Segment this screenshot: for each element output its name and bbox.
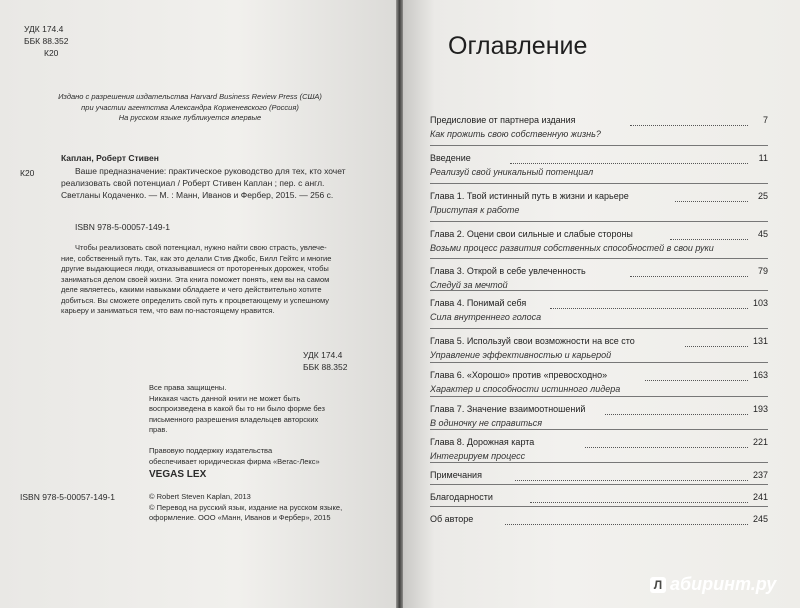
toc-leader-dots (585, 447, 748, 448)
copyright-block (149, 492, 342, 524)
toc-entry-label: Глава 2. Оцени свои сильные и слабые стороны (430, 229, 633, 239)
toc-leader-dots (645, 380, 748, 381)
toc-leader-dots (515, 480, 748, 481)
toc-entry-label: Предисловие от партнера издания (430, 115, 576, 125)
isbn-bottom: ISBN 978-5-00057-149-1 (20, 492, 115, 502)
legal-line: Правовую поддержку издательства (149, 446, 273, 455)
toc-entry-subtitle: Характер и способности истинного лидера (430, 384, 621, 394)
toc-leader-dots (510, 163, 748, 164)
vegas-lex-logo: VEGAS LEX (149, 469, 207, 480)
toc-separator (430, 506, 768, 507)
notice-line: На русском языке публикуется впервые (118, 113, 262, 122)
toc-entry-label: Глава 5. Используй свои возможности на все сто (430, 336, 635, 346)
toc-leader-dots (630, 276, 748, 277)
toc-entry-label: Глава 4. Понимай себя (430, 298, 527, 308)
toc-entry (430, 153, 768, 167)
copyright-line: оформление. ООО «Манн, Иванов и Фербер», 2015 (149, 513, 331, 522)
book-gutter (396, 0, 403, 608)
watermark-logo (650, 574, 776, 595)
toc-entry-subtitle: Как прожить свою собственную жизнь? (430, 129, 601, 139)
toc-entry-subtitle: Следуй за мечтой (430, 280, 508, 290)
toc-entry (430, 191, 768, 205)
toc-page-number: 45 (757, 229, 768, 239)
toc-page-number: 193 (752, 404, 768, 414)
rights-line: Никакая часть данной книги не может быть (149, 393, 301, 403)
isbn-middle: ISBN 978-5-00057-149-1 (75, 222, 170, 232)
toc-separator (430, 429, 768, 430)
rights-line: прав. (149, 425, 168, 434)
left-page (0, 0, 396, 608)
legal-line: обеспечивает юридическая фирма «Вегас-Лекс» (149, 456, 320, 466)
annotation-line: ние, собственный путь. Так, как это делали Стив Джобс, Билл Гейтс и многие (61, 253, 332, 263)
toc-entry-subtitle: Управление эффективностью и карьерой (430, 350, 612, 360)
rights-line: воспроизведена в какой бы то ни было форме без (149, 404, 325, 413)
biblio-line: реализовать свой потенциал / Роберт Стивен Каплан ; пер. с англ. (61, 178, 325, 188)
annotation-line: деле являетесь, какими навыками обладаете и чего действительно хотите (61, 285, 322, 294)
toc-entry-subtitle: Сила внутреннего голоса (430, 312, 542, 322)
toc-leader-dots (670, 239, 748, 240)
toc-separator (430, 290, 768, 291)
toc-entry (430, 298, 768, 312)
bibliographic-record (61, 165, 346, 201)
toc-page-number: 245 (752, 514, 768, 524)
toc-entry-label: Глава 8. Дорожная карта (430, 437, 535, 447)
toc-entry-subtitle: Интегрируем процесс (430, 451, 526, 461)
toc-page-number: 79 (757, 266, 768, 276)
toc-leader-dots (605, 414, 748, 415)
toc-leader-dots (550, 308, 748, 309)
toc-page-number: 7 (762, 115, 768, 125)
toc-entry (430, 492, 768, 506)
rights-line: Все права защищены. (149, 383, 227, 392)
toc-page-number: 241 (752, 492, 768, 502)
toc-page-number: 237 (752, 470, 768, 480)
copyright-line: © Перевод на русский язык, издание на русском языке, (149, 502, 343, 512)
toc-entry-subtitle: Возьми процесс развития собственных способностей в свои руки (430, 243, 714, 253)
copyright-line: © Robert Steven Kaplan, 2013 (149, 492, 251, 501)
toc-entry-subtitle: В одиночку не справиться (430, 418, 543, 428)
toc-page-number: 25 (757, 191, 768, 201)
toc-entry (430, 404, 768, 418)
toc-page-number: 221 (752, 437, 768, 447)
rights-notice (149, 383, 325, 436)
toc-entry (430, 266, 768, 280)
bbk-bottom: ББК 88.352 (303, 362, 348, 372)
toc-leader-dots (505, 524, 748, 525)
toc-title: Оглавление (448, 32, 588, 60)
toc-entry-label: Благодарности (430, 492, 493, 502)
notice-line: Издано с разрешения издательства Harvard Business Review Press (США) (58, 92, 322, 101)
toc-entry (430, 336, 768, 350)
toc-leader-dots (630, 125, 748, 126)
toc-entry (430, 370, 768, 384)
toc-entry (430, 115, 768, 129)
annotation-line: добиться. Вы сможете определить свой путь к процветающему и успешному (61, 295, 330, 305)
annotation (61, 243, 331, 317)
toc-separator (430, 362, 768, 363)
bbk-top: ББК 88.352 (24, 36, 69, 46)
toc-separator (430, 462, 768, 463)
publication-notice (20, 92, 360, 124)
annotation-line: карьеру и заниматься тем, что вам по-настоящему нравится. (61, 306, 275, 315)
toc-entry-label: Глава 6. «Хорошо» против «превосходно» (430, 370, 608, 380)
watermark-text: абиринт.ру (670, 574, 777, 594)
toc-page-number: 131 (752, 336, 768, 346)
biblio-line: Светланы Кодаченко. — М. : Манн, Иванов и Фербер, 2015. — 256 с. (61, 190, 334, 200)
toc-entry-label: Глава 1. Твой истинный путь в жизни и карьере (430, 191, 629, 201)
toc-separator (430, 328, 768, 329)
toc-separator (430, 221, 768, 222)
k-index-mark: К20 (20, 168, 35, 178)
toc-page-number: 163 (752, 370, 768, 380)
toc-leader-dots (530, 502, 748, 503)
k-index-top: К20 (44, 48, 59, 58)
toc-page-number: 11 (758, 153, 768, 163)
labirint-icon: Л (650, 577, 666, 593)
toc-entry (430, 229, 768, 243)
toc-entry-label: Об авторе (430, 514, 474, 524)
toc-separator (430, 484, 768, 485)
legal-support (149, 446, 320, 467)
annotation-line: заниматься делом своей жизни. Эта книга поможет понять, кем вы на самом (61, 274, 330, 284)
toc-entry-label: Глава 3. Открой в себе увлеченность (430, 266, 586, 276)
annotation-line: Чтобы реализовать свой потенциал, нужно найти свою страсть, увлече- (75, 243, 327, 252)
toc-entry-label: Глава 7. Значение взаимоотношений (430, 404, 586, 414)
annotation-line: другие выдающиеся люди, отказывавшиеся от проторенных дорожек, чтобы (61, 264, 329, 273)
toc-separator (430, 183, 768, 184)
toc-entry (430, 437, 768, 451)
rights-line: письменного разрешения владельцев авторских (149, 414, 319, 424)
toc-separator (430, 145, 768, 146)
author-heading: Каплан, Роберт Стивен (61, 153, 159, 163)
toc-entry (430, 514, 768, 528)
toc-entry (430, 470, 768, 484)
udk-bottom: УДК 174.4 (303, 350, 343, 360)
toc-leader-dots (675, 201, 748, 202)
toc-separator (430, 258, 768, 259)
toc-entry-label: Примечания (430, 470, 482, 480)
toc-separator (430, 396, 768, 397)
udk-top: УДК 174.4 (24, 24, 64, 34)
toc-entry-subtitle: Приступая к работе (430, 205, 520, 215)
toc-entry-label: Введение (430, 153, 471, 163)
toc-entry-subtitle: Реализуй свой уникальный потенциал (430, 167, 594, 177)
biblio-line: Ваше предназначение: практическое руководство для тех, кто хочет (75, 166, 346, 176)
toc-leader-dots (685, 346, 748, 347)
notice-line: при участии агентства Александра Корженевского (Россия) (81, 102, 299, 112)
toc-page-number: 103 (752, 298, 768, 308)
